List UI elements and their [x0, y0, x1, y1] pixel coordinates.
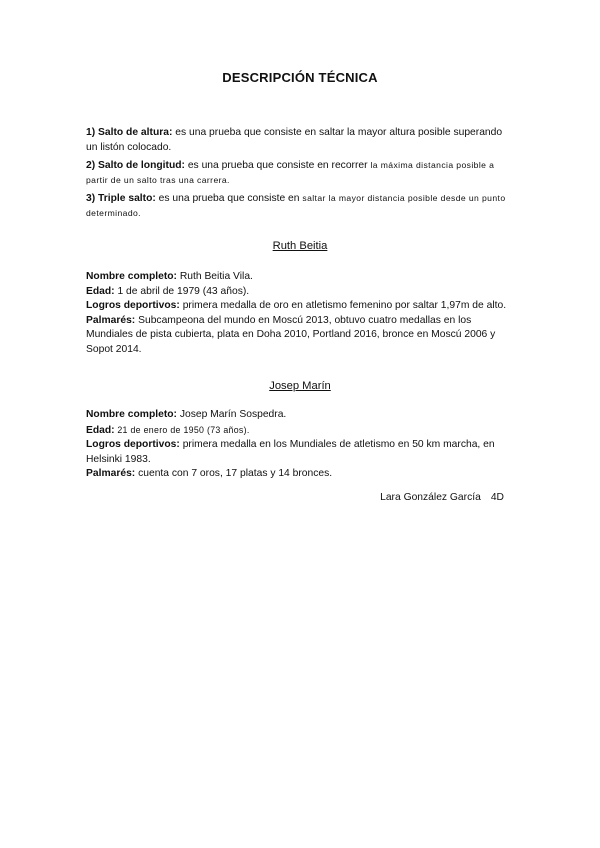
bio-label: Edad: [86, 424, 115, 436]
definition-label: 1) Salto de altura: [86, 127, 173, 138]
athlete-heading-ruth-beitia: Ruth Beitia [272, 240, 328, 252]
bio-value: Ruth Beitia Vila. [176, 271, 253, 282]
bio-achievements [86, 299, 516, 314]
document-title: DESCRIPCIÓN TÉCNICA [222, 70, 378, 85]
bio-label: Logros deportivos: [86, 300, 180, 312]
bio-value: Subcampeona del mundo en Moscú 2013, obtuvo cuatro medallas en los Mundiales de pista cubierta, plata en Doha 2010, Portland 2016, bronce en Moscú 2006 y Sopot 2014. [86, 314, 496, 355]
signature-grade: 4D [490, 492, 504, 503]
bio-value: 21 de enero de 1950 (73 años). [114, 424, 250, 435]
bio-palmares [86, 467, 516, 482]
signature [380, 492, 504, 503]
bio-value: primera medalla en los Mundiales de atletismo en 50 km marcha, en Helsinki 1983. [86, 439, 495, 465]
bio-label: Nombre completo: [86, 409, 177, 420]
definition-label: 3) Triple salto: [86, 193, 156, 204]
bio-value: Josep Marín Sospedra. [176, 409, 287, 420]
bio-palmares [86, 314, 516, 358]
definition-text: es una prueba que consiste en recorrer [184, 160, 371, 171]
bio-age [86, 285, 516, 300]
bio-label: Edad: [86, 285, 115, 297]
bio-label: Nombre completo: [86, 271, 177, 282]
definition-text: es una prueba que consiste en [155, 193, 303, 204]
definition-text-small: saltar la mayor distancia posible desde un punto determinado. [86, 193, 506, 218]
definition-label: 2) Salto de longitud: [86, 160, 185, 171]
bio-value: primera medalla de oro en atletismo femenino por saltar 1,97m de alto. [179, 300, 507, 312]
bio-full-name [86, 270, 516, 285]
bio-label: Palmarés: [86, 314, 136, 326]
definition-text-small: la máxima distancia posible a partir de un salto tras una carrera. [86, 160, 495, 185]
definition-long-jump [86, 158, 516, 188]
definition-text: es una prueba que consiste en saltar la mayor altura posible superando un listón colocado. [86, 127, 503, 153]
definitions-list [86, 125, 516, 224]
bio-full-name [86, 408, 516, 423]
bio-value: 1 de abril de 1979 (43 años). [114, 285, 250, 297]
definition-high-jump [86, 125, 516, 155]
signature-author: Lara González García [380, 492, 481, 503]
bio-label: Logros deportivos: [86, 439, 180, 451]
bio-label: Palmarés: [86, 468, 136, 480]
athlete-bio-josep-marin [86, 408, 516, 482]
bio-achievements [86, 438, 516, 467]
athlete-heading-josep-marin: Josep Marín [269, 380, 331, 392]
definition-triple-jump [86, 191, 516, 221]
athlete-bio-ruth-beitia [86, 270, 516, 358]
bio-value: cuenta con 7 oros, 17 platas y 14 bronces. [135, 468, 333, 480]
bio-age [86, 423, 516, 439]
